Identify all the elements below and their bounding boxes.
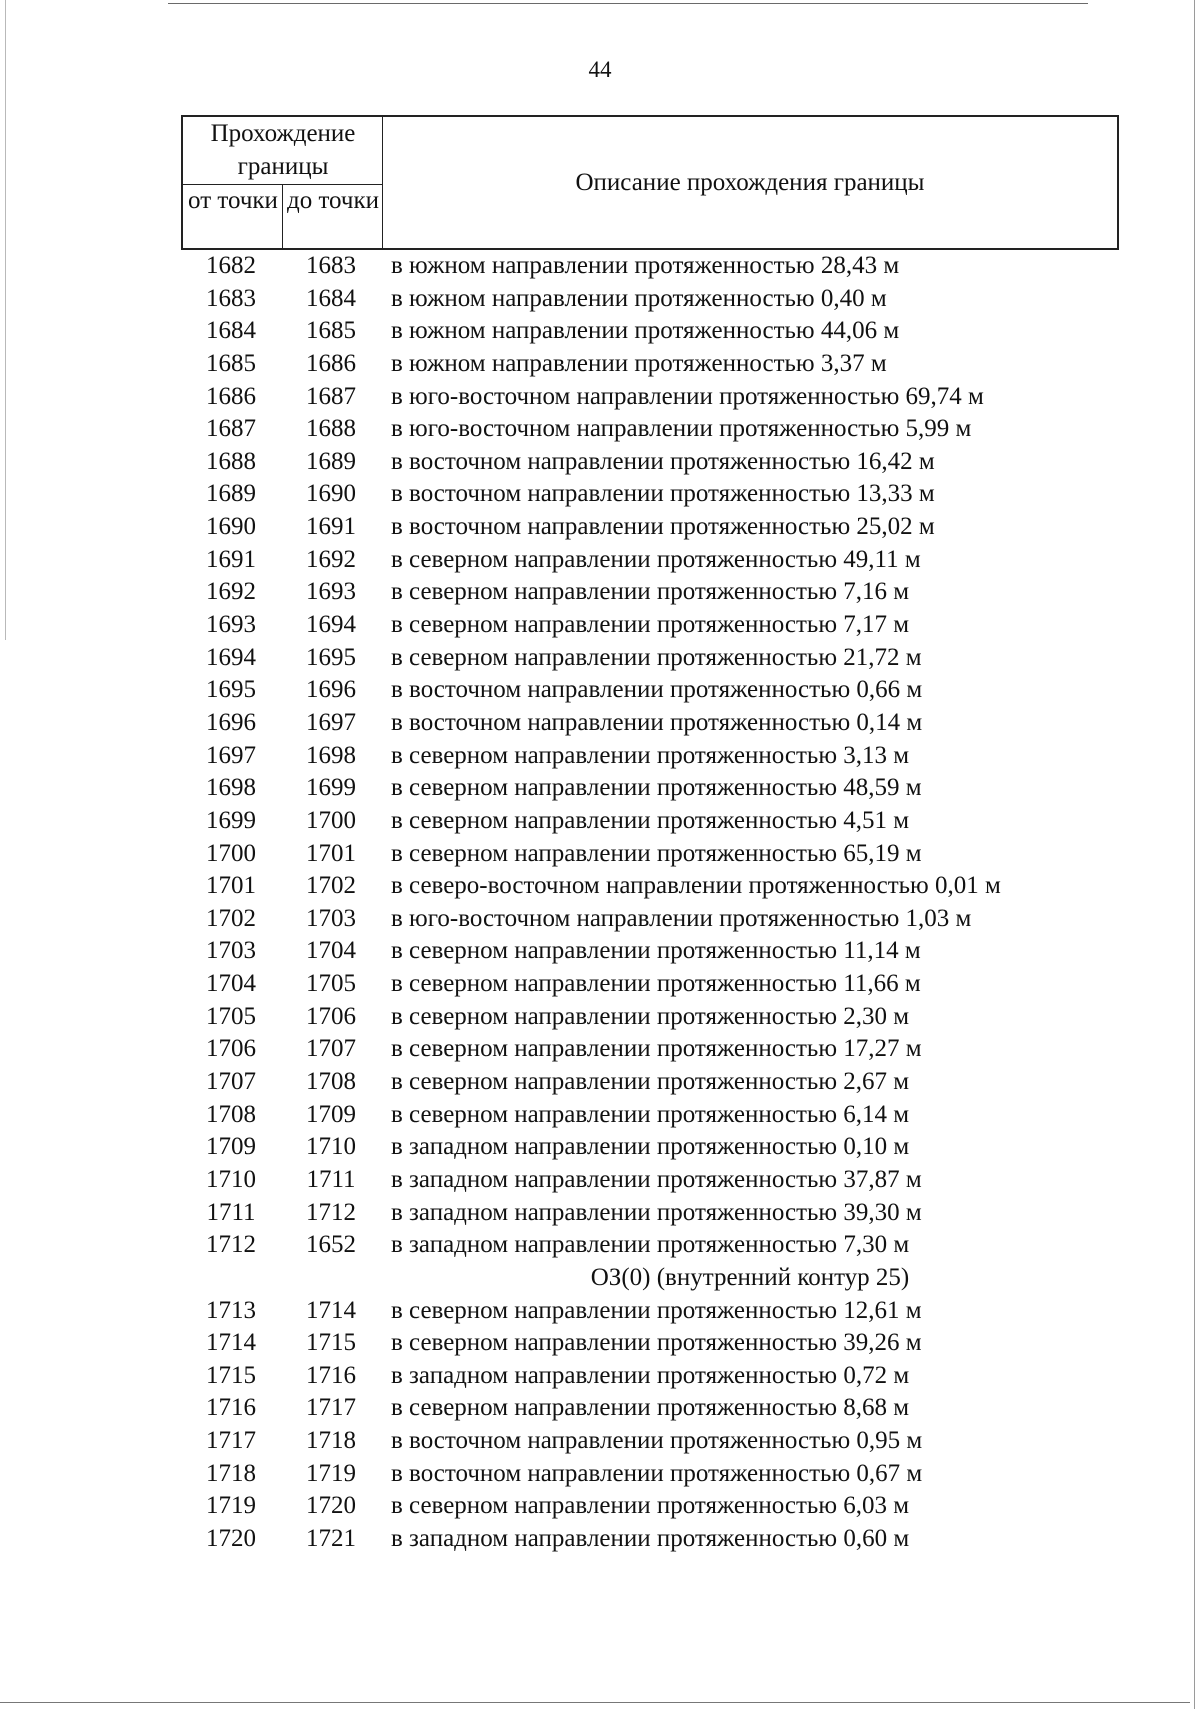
from-point: 1690 (206, 513, 256, 541)
boundary-description: в южном направлении протяженностью 44,06 м (391, 317, 900, 345)
table-row (0, 935, 1200, 968)
boundary-description: в восточном направлении протяженностью 0,14 м (391, 708, 923, 736)
to-point: 1693 (306, 578, 356, 606)
to-point: 1698 (306, 741, 356, 769)
boundary-description: в северном направлении протяженностью 3,13 м (391, 741, 910, 769)
to-point: 1721 (306, 1524, 356, 1552)
to-point: 1687 (306, 382, 356, 410)
from-point: 1702 (206, 904, 256, 932)
boundary-description: в восточном направлении протяженностью 0,67 м (391, 1459, 923, 1487)
boundary-description: в северном направлении протяженностью 6,14 м (391, 1100, 910, 1128)
from-point: 1691 (206, 545, 256, 573)
table-row (0, 1327, 1200, 1360)
to-point: 1688 (306, 415, 356, 443)
from-point: 1684 (206, 317, 256, 345)
from-point: 1686 (206, 382, 256, 410)
from-point: 1706 (206, 1035, 256, 1063)
from-point: 1717 (206, 1427, 256, 1455)
table-row (0, 283, 1200, 316)
boundary-description: в северном направлении протяженностью 39,26 м (391, 1329, 922, 1357)
boundary-description: в северном направлении протяженностью 7,17 м (391, 611, 910, 639)
table-row (0, 250, 1200, 283)
table-row (0, 1490, 1200, 1523)
to-point: 1710 (306, 1133, 356, 1161)
boundary-description: в юго-восточном направлении протяженностью 1,03 м (391, 904, 972, 932)
to-point: 1712 (306, 1198, 356, 1226)
boundary-table-body (0, 250, 1200, 1556)
table-row (0, 870, 1200, 903)
table-row (0, 1131, 1200, 1164)
to-point: 1695 (306, 643, 356, 671)
table-row (0, 1099, 1200, 1132)
to-point: 1718 (306, 1427, 356, 1455)
to-point: 1700 (306, 806, 356, 834)
boundary-description: в северном направлении протяженностью 11,14 м (391, 937, 921, 965)
to-point: 1704 (306, 937, 356, 965)
from-point: 1683 (206, 284, 256, 312)
from-point: 1713 (206, 1296, 256, 1324)
table-row (0, 1197, 1200, 1230)
from-point: 1689 (206, 480, 256, 508)
table-row (0, 544, 1200, 577)
to-point: 1685 (306, 317, 356, 345)
to-point: 1699 (306, 774, 356, 802)
table-row (0, 1425, 1200, 1458)
boundary-description: в северном направлении протяженностью 2,67 м (391, 1068, 910, 1096)
to-point: 1684 (306, 284, 356, 312)
to-point: 1717 (306, 1394, 356, 1422)
from-point: 1701 (206, 872, 256, 900)
from-point: 1696 (206, 708, 256, 736)
from-point: 1688 (206, 447, 256, 475)
boundary-description: в юго-восточном направлении протяженностью 69,74 м (391, 382, 984, 410)
from-point: 1687 (206, 415, 256, 443)
boundary-description: в восточном направлении протяженностью 16,42 м (391, 447, 935, 475)
header-from-label: от точки (188, 187, 278, 214)
to-point: 1715 (306, 1329, 356, 1357)
table-row (0, 1458, 1200, 1491)
table-row (0, 740, 1200, 773)
boundary-description: в восточном направлении протяженностью 25,02 м (391, 513, 935, 541)
boundary-description: в западном направлении протяженностью 39,30 м (391, 1198, 922, 1226)
from-point: 1715 (206, 1361, 256, 1389)
table-row (0, 348, 1200, 381)
header-to-label: до точки (286, 187, 380, 214)
boundary-description: в северо-восточном направлении протяженностью 0,01 м (391, 872, 1001, 900)
boundary-description: в западном направлении протяженностью 0,60 м (391, 1524, 910, 1552)
from-point: 1709 (206, 1133, 256, 1161)
boundary-description: в западном направлении протяженностью 0,10 м (391, 1133, 910, 1161)
from-point: 1698 (206, 774, 256, 802)
table-row (0, 1164, 1200, 1197)
to-point: 1683 (306, 252, 356, 279)
to-point: 1694 (306, 611, 356, 639)
from-point: 1718 (206, 1459, 256, 1487)
table-row (0, 478, 1200, 511)
to-point: 1714 (306, 1296, 356, 1324)
header-group-label: Прохождение границы (210, 120, 356, 180)
boundary-description: в северном направлении протяженностью 2,30 м (391, 1002, 910, 1030)
boundary-description: в западном направлении протяженностью 7,30 м (391, 1231, 910, 1259)
boundary-description: в северном направлении протяженностью 49,11 м (391, 545, 921, 573)
boundary-description: в северном направлении протяженностью 7,16 м (391, 578, 910, 606)
table-row (0, 1033, 1200, 1066)
table-row (0, 1001, 1200, 1034)
boundary-description: в восточном направлении протяженностью 0,66 м (391, 676, 923, 704)
to-point: 1697 (306, 708, 356, 736)
from-point: 1707 (206, 1068, 256, 1096)
table-row (0, 1523, 1200, 1556)
table-row (0, 772, 1200, 805)
to-point: 1711 (306, 1165, 356, 1193)
table-row (0, 1360, 1200, 1393)
table-row (0, 674, 1200, 707)
table-row (0, 576, 1200, 609)
boundary-description: в северном направлении протяженностью 6,03 м (391, 1492, 910, 1520)
to-point: 1691 (306, 513, 356, 541)
table-row (0, 903, 1200, 936)
from-point: 1716 (206, 1394, 256, 1422)
to-point: 1709 (306, 1100, 356, 1128)
boundary-description: в северном направлении протяженностью 48,59 м (391, 774, 922, 802)
table-row (0, 413, 1200, 446)
table-row (0, 838, 1200, 871)
section-title: ОЗ(0) (внутренний контур 25) (590, 1263, 910, 1291)
from-point: 1693 (206, 611, 256, 639)
boundary-description: в северном направлении протяженностью 4,51 м (391, 806, 910, 834)
to-point: 1707 (306, 1035, 356, 1063)
to-point: 1652 (306, 1231, 356, 1259)
table-row (0, 968, 1200, 1001)
to-point: 1689 (306, 447, 356, 475)
table-row (0, 609, 1200, 642)
from-point: 1700 (206, 839, 256, 867)
table-row (0, 642, 1200, 675)
from-point: 1714 (206, 1329, 256, 1357)
table-row (0, 1066, 1200, 1099)
boundary-description: в северном направлении протяженностью 65,19 м (391, 839, 922, 867)
from-point: 1694 (206, 643, 256, 671)
to-point: 1696 (306, 676, 356, 704)
from-point: 1711 (206, 1198, 256, 1226)
table-row (0, 446, 1200, 479)
from-point: 1685 (206, 349, 256, 377)
scan-bottom-edge (0, 1702, 1190, 1703)
table-row (0, 1392, 1200, 1425)
from-point: 1708 (206, 1100, 256, 1128)
page-number: 44 (588, 57, 612, 82)
table-row (0, 315, 1200, 348)
from-point: 1703 (206, 937, 256, 965)
to-point: 1690 (306, 480, 356, 508)
boundary-description: в северном направлении протяженностью 12,61 м (391, 1296, 922, 1324)
boundary-description: в северном направлении протяженностью 17,27 м (391, 1035, 922, 1063)
table-row (0, 381, 1200, 414)
header-description-label: Описание прохождения границы (575, 169, 925, 196)
boundary-description: в западном направлении протяженностью 37,87 м (391, 1165, 922, 1193)
from-point: 1682 (206, 252, 256, 279)
to-point: 1692 (306, 545, 356, 573)
boundary-description: в северном направлении протяженностью 8,68 м (391, 1394, 910, 1422)
boundary-description: в восточном направлении протяженностью 0,95 м (391, 1427, 923, 1455)
to-point: 1702 (306, 872, 356, 900)
section-title-row (0, 1262, 1200, 1295)
boundary-description: в восточном направлении протяженностью 13,33 м (391, 480, 935, 508)
to-point: 1705 (306, 970, 356, 998)
from-point: 1705 (206, 1002, 256, 1030)
scan-top-edge (168, 3, 1088, 4)
to-point: 1701 (306, 839, 356, 867)
table-header (181, 115, 1119, 250)
from-point: 1704 (206, 970, 256, 998)
from-point: 1710 (206, 1165, 256, 1193)
to-point: 1708 (306, 1068, 356, 1096)
boundary-description: в юго-восточном направлении протяженностью 5,99 м (391, 415, 972, 443)
from-point: 1692 (206, 578, 256, 606)
table-row (0, 805, 1200, 838)
table-row (0, 1295, 1200, 1328)
boundary-description: в западном направлении протяженностью 0,72 м (391, 1361, 910, 1389)
to-point: 1719 (306, 1459, 356, 1487)
to-point: 1720 (306, 1492, 356, 1520)
to-point: 1716 (306, 1361, 356, 1389)
table-row (0, 511, 1200, 544)
from-point: 1699 (206, 806, 256, 834)
from-point: 1720 (206, 1524, 256, 1552)
boundary-description: в южном направлении протяженностью 28,43 м (391, 252, 900, 279)
to-point: 1686 (306, 349, 356, 377)
from-point: 1695 (206, 676, 256, 704)
table-row (0, 707, 1200, 740)
to-point: 1706 (306, 1002, 356, 1030)
from-point: 1712 (206, 1231, 256, 1259)
boundary-description: в северном направлении протяженностью 11,66 м (391, 970, 921, 998)
boundary-description: в южном направлении протяженностью 0,40 м (391, 284, 887, 312)
from-point: 1719 (206, 1492, 256, 1520)
boundary-description: в северном направлении протяженностью 21,72 м (391, 643, 922, 671)
to-point: 1703 (306, 904, 356, 932)
from-point: 1697 (206, 741, 256, 769)
boundary-description: в южном направлении протяженностью 3,37 м (391, 349, 887, 377)
table-row (0, 1229, 1200, 1262)
